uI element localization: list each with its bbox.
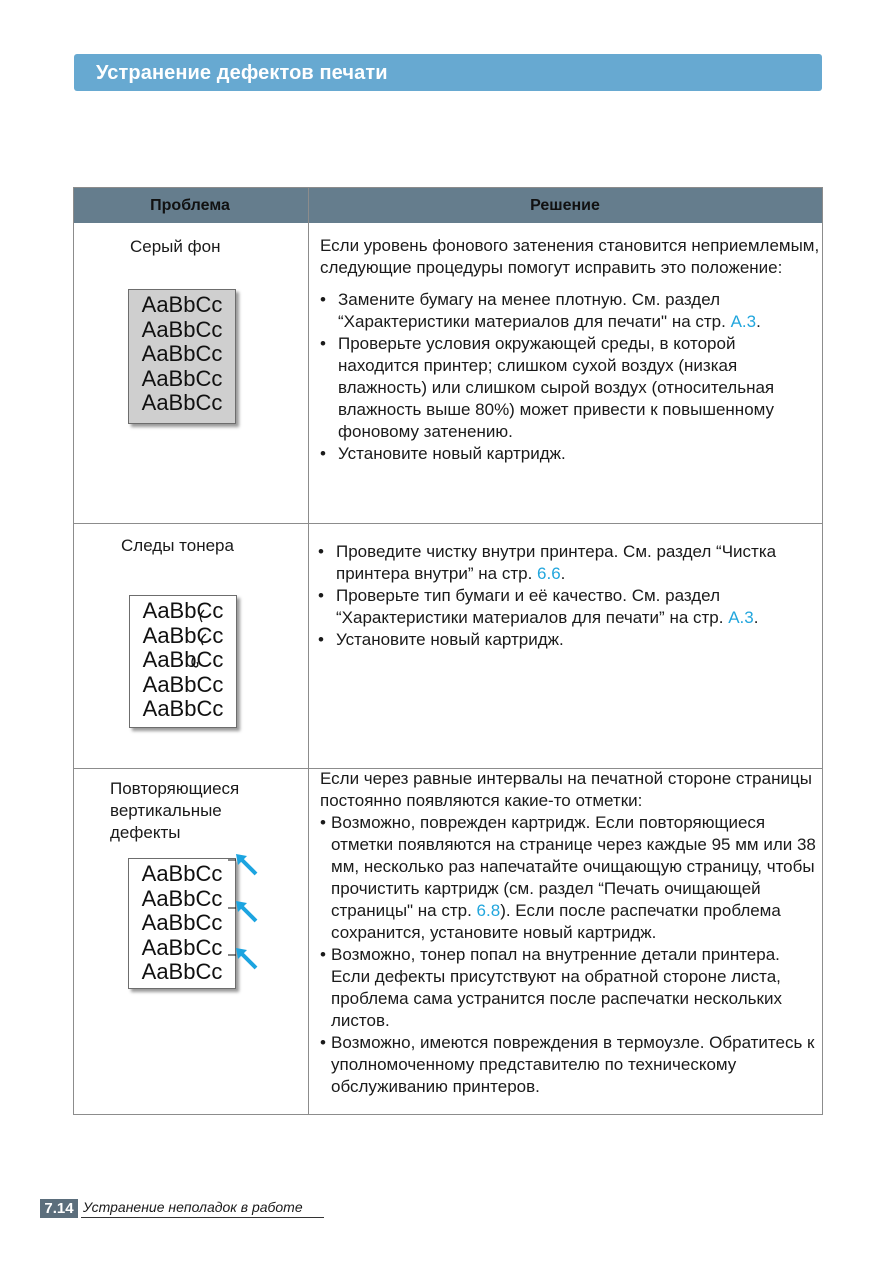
sample-text-line: AaBbCc	[141, 910, 223, 935]
arrow-pointer-icon	[234, 852, 260, 878]
row-divider	[74, 523, 822, 524]
list-item: • Проведите чистку внутри принтера. См. раздел “Чистка принтера внутри” на стр. 6.6.	[318, 541, 820, 585]
page-reference-link[interactable]: A.3	[730, 312, 757, 331]
sample-text-line: AaBbCc	[142, 622, 224, 648]
list-item: • Установите новый картридж.	[320, 443, 820, 465]
sample-text-line: AaBbCc	[141, 934, 223, 960]
list-item: • Возможно, тонер попал на внутренние детали принтера. Если дефекты присутствуют на обратной стороне листа, проблема сама устранится после распечатки нескольких листов.	[320, 944, 822, 1032]
footer-divider	[81, 1217, 324, 1218]
sample-text-line: AaBbCc	[141, 861, 223, 886]
list-item: • Возможно, поврежден картридж. Если повторяющиеся отметки появляются на странице через каждые 95 мм или 38 мм, несколько раз напечатайте очищающую страницу, чтобы прочистить картридж (см. раздел “Печать очищающей страницы" на стр. 6.8). Если после распечатки проблема сохранится, установите новый картридж.	[320, 812, 822, 944]
sample-text-line: AaBbCc	[141, 885, 223, 911]
footer-section-title: Устранение неполадок в работе	[83, 1199, 303, 1215]
page-reference-link[interactable]: 6.8	[476, 901, 501, 920]
solution-vertical-repetitive-defects	[320, 768, 822, 1098]
sample-text-line: AaBbCc	[142, 696, 224, 721]
sample-toner-specks	[129, 595, 237, 728]
sample-text-line: AaBbCc	[141, 316, 223, 342]
sample-text-line: AaBbCc	[141, 365, 223, 391]
list-item: • Проверьте тип бумаги и её качество. См. раздел “Характеристики материалов для печати” на стр. A.3.	[318, 585, 820, 629]
list-item: • Замените бумагу на менее плотную. См. раздел “Характеристики материалов для печати" на стр. A.3.	[320, 289, 820, 333]
sample-text-line: AaBbCc	[141, 341, 223, 366]
section-header-bar	[74, 54, 822, 91]
solution-intro: Если уровень фонового затенения становится неприемлемым, следующие процедуры помогут исправить это положение:	[320, 236, 820, 277]
solution-toner-specks	[318, 541, 820, 651]
column-header-problem: Проблема	[150, 197, 230, 214]
sample-gray-background	[128, 289, 236, 424]
column-header-solution: Решение	[530, 197, 600, 214]
solution-gray-background	[320, 235, 820, 465]
solution-list	[320, 289, 820, 465]
solution-list	[318, 541, 820, 651]
solution-intro: Если через равные интервалы на печатной стороне страницы постоянно появляются какие-то отметки:	[320, 769, 812, 810]
list-item: • Возможно, имеются повреждения в термоузле. Обратитесь к уполномоченному представителю по техническому обслуживанию принтеров.	[320, 1032, 822, 1098]
sample-text-line: AaBbCc	[142, 647, 224, 672]
section-title: Устранение дефектов печати	[96, 62, 388, 84]
sample-vertical-repetitive-defects	[128, 858, 236, 989]
page-reference-link[interactable]: A.3	[728, 608, 754, 627]
list-item: • Установите новый картридж.	[318, 629, 820, 651]
page-reference-link[interactable]: 6.6	[537, 564, 561, 583]
sample-text-line: AaBbCc	[141, 959, 223, 984]
solution-list	[320, 812, 822, 1098]
problem-gray-background: Серый фон	[130, 237, 221, 256]
column-divider	[308, 188, 309, 1114]
sample-text-line: AaBbCc	[141, 390, 223, 415]
toner-speck-marks-icon	[130, 596, 238, 729]
sample-text-line: AaBbCc	[142, 598, 224, 623]
defect-marks-icon	[129, 859, 237, 990]
problem-vertical-repetitive-defects: Повторяющиеся вертикальные дефекты	[110, 779, 240, 842]
sample-text-line: AaBbCc	[141, 292, 223, 317]
table-header	[74, 188, 822, 223]
list-item: • Проверьте условия окружающей среды, в которой находится принтер; слишком сухой воздух (низкая влажность) или слишком сырой воздух (относительная влажность выше 80%) может привести к повышенному фоновому затенению.	[320, 333, 820, 443]
sample-text-line: AaBbCc	[142, 671, 224, 697]
problem-toner-specks: Следы тонера	[121, 536, 234, 555]
page-number: 7.14	[40, 1199, 78, 1218]
arrow-pointer-icon	[234, 946, 260, 972]
troubleshooting-table	[73, 187, 823, 1115]
arrow-pointer-icon	[234, 899, 260, 925]
